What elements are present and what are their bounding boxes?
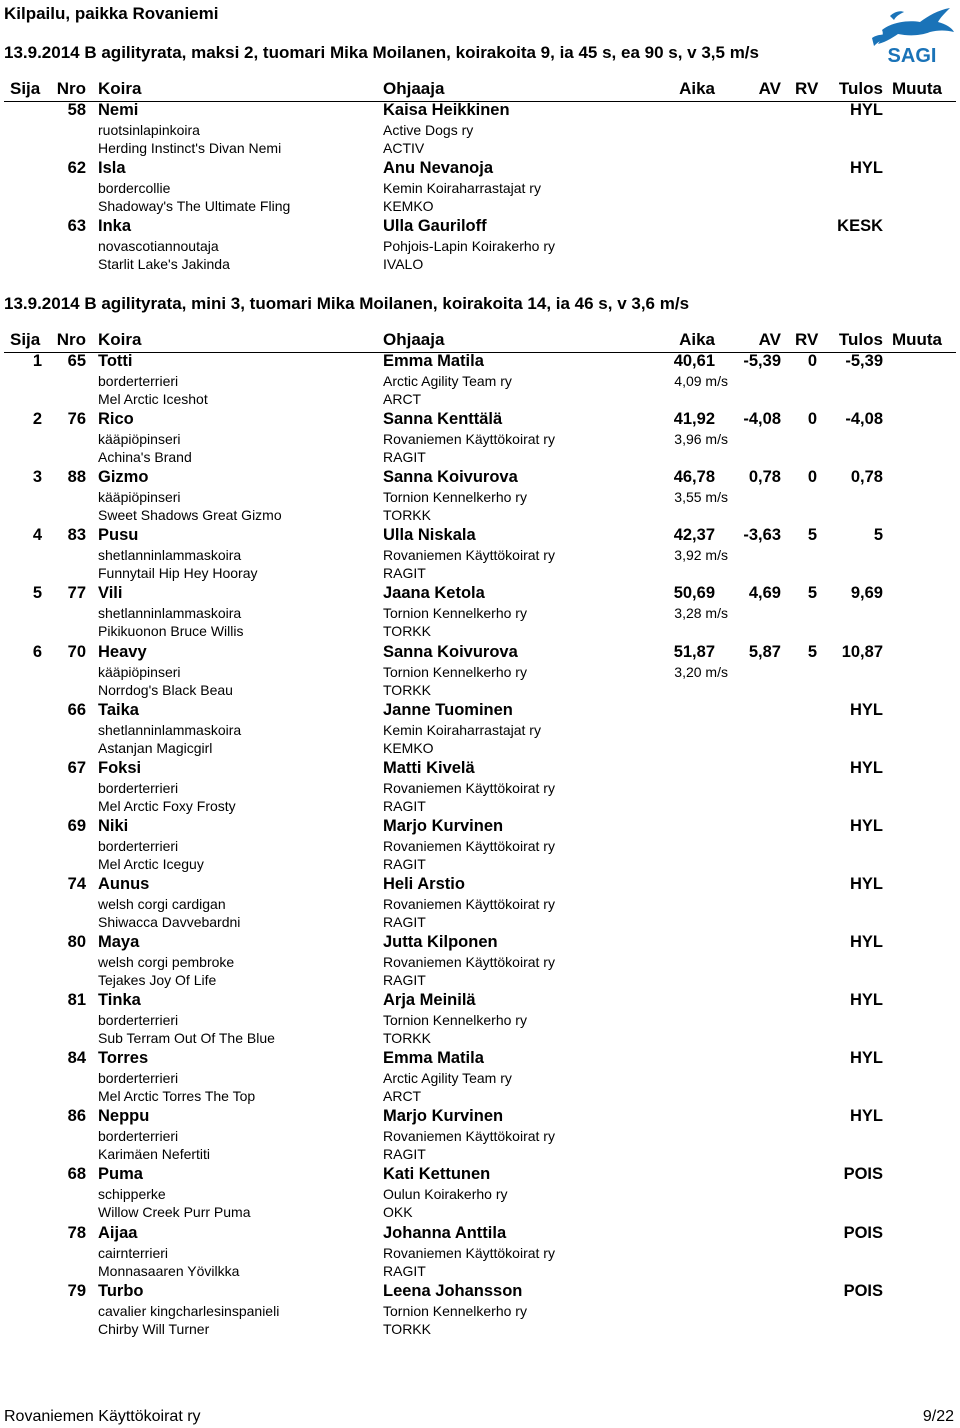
page-title: Kilpailu, paikka Rovaniemi [4,4,219,23]
dog-name: Niki [98,816,129,835]
dog-breed: welsh corgi pembroke [98,954,235,970]
dog-name: Nemi [98,101,139,119]
dog-name: Rico [98,410,134,429]
dog-name: Taika [98,700,139,719]
dog-registered-name: Funnytail Hip Hey Hooray [98,565,258,582]
dog-name: Tinka [98,991,141,1010]
entry-registration-line [0,198,960,217]
handler-name: Kati Kettunen [383,1165,491,1184]
dog-breed: borderterrieri [98,1070,179,1087]
result: KESK [837,217,883,236]
entry-detail-line [0,1186,960,1205]
course-faults: 0 [807,468,817,487]
entry-main-line [0,1107,960,1126]
entry-detail-line [0,1245,960,1264]
time-faults: 5,87 [748,642,781,661]
speed: 3,20 m/s [674,663,728,680]
entry-detail-line [0,431,960,450]
dog-registered-name: Mel Arctic Foxy Frosty [98,797,236,814]
entry-detail-line [0,1070,960,1089]
result: HYL [850,159,883,178]
club-abbreviation: TORKK [383,681,431,698]
dog-name: Heavy [98,642,147,661]
result: HYL [850,933,883,951]
dog-registered-name: Mel Arctic Torres The Top [98,1088,256,1105]
entry-detail-line [0,122,960,141]
start-number: 74 [67,874,86,893]
club-abbreviation: RAGIT [383,972,426,988]
entry-detail-line [0,489,960,508]
handler-name: Ulla Niskala [383,526,476,545]
dog-registered-name: Starlit Lake's Jakinda [98,256,230,273]
entry-main-line [0,875,960,894]
handler-name: Ulla Gauriloff [383,217,487,236]
handler-name: Sanna Koivurova [383,642,518,661]
club-name: Arctic Agility Team ry [383,373,512,389]
dog-name: Foksi [98,758,142,777]
club-name: Rovaniemen Käyttökoirat ry [383,837,555,854]
run-time: 42,37 [673,526,715,545]
result: HYL [850,816,883,835]
dog-breed: borderterrieri [98,779,179,796]
run-time: 51,87 [673,642,715,661]
start-number: 68 [67,1165,86,1184]
dog-registered-name: Pikikuonon Bruce Willis [98,623,244,640]
entry-registration-line [0,1204,960,1223]
column-header-sija: Sija [10,79,41,98]
club-abbreviation: RAGIT [383,913,426,930]
time-faults: -3,63 [743,526,781,545]
dog-registered-name: Astanjan Magicgirl [98,739,213,756]
sagi-logo [868,4,956,68]
entry-main-line [0,217,960,236]
result: HYL [850,758,883,777]
dog-name: Gizmo [98,468,149,487]
column-header-koira: Koira [98,330,142,349]
entry-main-line [0,1049,960,1068]
time-faults: 0,78 [748,468,781,487]
dog-breed: kääpiöpinseri [98,431,181,448]
entry-detail-line [0,838,960,857]
dog-name: Torres [98,1049,149,1068]
entry-main-line [0,1165,960,1184]
column-header-nro: Nro [56,330,86,349]
result-entry [0,217,960,275]
club-name: Rovaniemen Käyttökoirat ry [383,779,555,796]
handler-name: Matti Kivelä [383,758,475,777]
course-faults: 5 [807,526,817,545]
result: POIS [843,1165,883,1184]
club-abbreviation: TORKK [383,1030,431,1047]
club-name: Rovaniemen Käyttökoirat ry [383,1244,555,1261]
dog-name: Totti [98,352,133,370]
result: 10,87 [841,642,883,661]
result: POIS [843,1223,883,1242]
result-entry [0,875,960,933]
club-abbreviation: TORKK [383,1320,431,1337]
column-header-av: AV [758,330,781,349]
result: HYL [850,991,883,1010]
result-entry [0,1049,960,1107]
dog-breed: shetlanninlammaskoira [98,721,242,738]
dog-name: Aunus [98,874,150,893]
start-number: 84 [67,1049,86,1068]
entry-main-line [0,352,960,371]
start-number: 70 [67,642,86,661]
dog-breed: shetlanninlammaskoira [98,605,242,622]
start-number: 81 [67,991,86,1010]
entry-registration-line [0,856,960,875]
entry-main-line [0,101,960,120]
dog-name: Pusu [98,526,139,545]
result-entry [0,1282,960,1340]
entry-registration-line [0,256,960,275]
dog-name: Turbo [98,1281,144,1300]
result-entry [0,101,960,159]
handler-name: Anu Nevanoja [383,159,494,178]
club-name: Tornion Kennelkerho ry [383,1012,527,1029]
speed: 3,92 m/s [674,547,728,564]
dog-breed: cairnterrieri [98,1244,169,1261]
dog-registered-name: Norrdog's Black Beau [98,681,233,698]
entry-registration-line [0,1263,960,1282]
column-header-av: AV [758,79,781,98]
club-abbreviation: IVALO [383,256,424,273]
entry-main-line [0,817,960,836]
entry-registration-line [0,972,960,991]
handler-name: Marjo Kurvinen [383,816,504,835]
entry-registration-line [0,391,960,410]
entry-main-line [0,526,960,545]
club-abbreviation: RAGIT [383,565,426,582]
result-entry [0,526,960,584]
course-faults: 5 [807,584,817,603]
start-number: 77 [67,584,86,603]
column-header-row [0,79,960,99]
column-header-tulos: Tulos [838,79,883,98]
club-name: Rovaniemen Käyttökoirat ry [383,547,555,564]
start-number: 79 [67,1281,86,1300]
entry-detail-line [0,1012,960,1031]
start-number: 80 [67,933,86,951]
dog-registered-name: Willow Creek Purr Puma [98,1204,251,1221]
club-abbreviation: ARCT [383,1088,422,1105]
result-entry [0,701,960,759]
handler-name: Jaana Ketola [383,584,485,603]
column-header-rv: RV [795,79,819,98]
dog-breed: ruotsinlapinkoira [98,122,200,138]
dog-registered-name: Achina's Brand [98,449,192,466]
club-name: Arctic Agility Team ry [383,1070,512,1087]
result-entry [0,352,960,410]
running-dog-icon [868,4,956,68]
entry-registration-line [0,1146,960,1165]
dog-name: Inka [98,217,132,236]
entry-main-line [0,584,960,603]
dog-name: Puma [98,1165,143,1184]
dog-name: Vili [98,584,123,603]
start-number: 58 [67,101,86,119]
club-name: Oulun Koirakerho ry [383,1186,508,1203]
column-header-aika: Aika [679,79,715,98]
entry-main-line [0,643,960,662]
club-name: Tornion Kennelkerho ry [383,1302,527,1319]
club-name: Tornion Kennelkerho ry [383,663,527,680]
result: POIS [843,1281,883,1300]
result-entry [0,643,960,701]
result: HYL [850,700,883,719]
result: HYL [850,101,883,119]
dog-breed: borderterrieri [98,1128,179,1145]
placement: 1 [32,352,42,370]
handler-name: Heli Arstio [383,874,465,893]
handler-name: Sanna Koivurova [383,468,518,487]
handler-name: Jutta Kilponen [383,933,498,951]
entry-registration-line [0,1321,960,1340]
club-name: Pohjois-Lapin Koirakerho ry [383,238,555,255]
entry-registration-line [0,914,960,933]
club-abbreviation: RAGIT [383,1262,426,1279]
column-header-sija: Sija [10,330,41,349]
dog-registered-name: Mel Arctic Iceshot [98,391,208,407]
entry-registration-line [0,140,960,159]
dog-breed: borderterrieri [98,837,179,854]
dog-registered-name: Tejakes Joy Of Life [98,972,217,988]
run-time: 40,61 [673,352,715,370]
result-entry [0,817,960,875]
dog-registered-name: Karimäen Nefertiti [98,1146,211,1163]
time-faults: 4,69 [748,584,781,603]
start-number: 83 [67,526,86,545]
result: HYL [850,1049,883,1068]
entry-detail-line [0,238,960,257]
start-number: 76 [67,410,86,429]
club-abbreviation: RAGIT [383,797,426,814]
start-number: 78 [67,1223,86,1242]
dog-name: Maya [98,933,140,951]
club-abbreviation: ACTIV [383,140,425,156]
entry-registration-line [0,798,960,817]
column-header-ohjaaja: Ohjaaja [383,79,445,98]
club-abbreviation: OKK [383,1204,413,1221]
result-entry [0,991,960,1049]
dog-name: Aijaa [98,1223,138,1242]
entry-main-line [0,701,960,720]
dog-breed: kääpiöpinseri [98,489,181,506]
dog-breed: novascotiannoutaja [98,238,219,255]
result-entry [0,1165,960,1223]
handler-name: Leena Johansson [383,1281,523,1300]
result-entry [0,584,960,642]
entry-main-line [0,991,960,1010]
club-abbreviation: TORKK [383,507,431,524]
result: 5 [873,526,883,545]
footer-page-number: 9/22 [922,1408,954,1425]
entry-detail-line [0,664,960,683]
entry-detail-line [0,1303,960,1322]
result-entry [0,759,960,817]
start-number: 67 [67,758,86,777]
dog-registered-name: Mel Arctic Iceguy [98,855,204,872]
handler-name: Arja Meinilä [383,991,476,1010]
column-header-rv: RV [795,330,819,349]
result: 0,78 [850,468,883,487]
course-faults: 5 [807,642,817,661]
start-number: 65 [67,352,86,370]
entry-detail-line [0,373,960,392]
result-entry [0,410,960,468]
dog-registered-name: Sub Terram Out Of The Blue [98,1030,275,1047]
placement: 5 [32,584,42,603]
club-name: Tornion Kennelkerho ry [383,489,527,506]
entry-registration-line [0,623,960,642]
club-abbreviation: TORKK [383,623,431,640]
entry-registration-line [0,1088,960,1107]
club-name: Rovaniemen Käyttökoirat ry [383,954,555,970]
entry-registration-line [0,507,960,526]
club-name: Kemin Koiraharrastajat ry [383,180,541,197]
time-faults: -4,08 [743,410,781,429]
club-name: Active Dogs ry [383,122,474,138]
run-time: 41,92 [673,410,715,429]
dog-breed: schipperke [98,1186,166,1203]
footer-organizer: Rovaniemen Käyttökoirat ry [4,1408,201,1425]
dog-breed: cavalier kingcharlesinspanieli [98,1302,280,1319]
dog-breed: borderterrieri [98,373,179,389]
handler-name: Marjo Kurvinen [383,1107,504,1126]
result: -4,08 [845,410,883,429]
handler-name: Johanna Anttila [383,1223,507,1242]
handler-name: Emma Matila [383,352,484,370]
dog-registered-name: Shadoway's The Ultimate Fling [98,198,291,215]
start-number: 63 [67,217,86,236]
entry-detail-line [0,605,960,624]
entry-main-line [0,410,960,429]
speed: 4,09 m/s [674,373,728,389]
entry-detail-line [0,722,960,741]
dog-registered-name: Chirby Will Turner [98,1320,210,1337]
club-name: Rovaniemen Käyttökoirat ry [383,431,555,448]
event-title: 13.9.2014 B agilityrata, mini 3, tuomari Mika Moilanen, koirakoita 14, ia 46 s, v 3,6 m/s [4,294,690,313]
start-number: 66 [67,700,86,719]
speed: 3,28 m/s [674,605,728,622]
dog-breed: shetlanninlammaskoira [98,547,242,564]
entry-main-line [0,759,960,778]
dog-registered-name: Sweet Shadows Great Gizmo [98,507,282,524]
event-title: 13.9.2014 B agilityrata, maksi 2, tuomari Mika Moilanen, koirakoita 9, ia 45 s, ea 90 s, v 3,5 m/s [4,43,759,62]
start-number: 86 [67,1107,86,1126]
club-abbreviation: RAGIT [383,855,426,872]
entry-registration-line [0,682,960,701]
placement: 6 [32,642,42,661]
dog-breed: bordercollie [98,180,171,197]
course-faults: 0 [807,410,817,429]
result: HYL [850,1107,883,1126]
svg-text:SAGI: SAGI [887,45,937,67]
club-abbreviation: KEMKO [383,739,434,756]
run-time: 46,78 [673,468,715,487]
start-number: 62 [67,159,86,178]
dog-name: Neppu [98,1107,150,1126]
result: HYL [850,874,883,893]
result-entry [0,159,960,217]
entry-registration-line [0,565,960,584]
handler-name: Janne Tuominen [383,700,513,719]
dog-registered-name: Herding Instinct's Divan Nemi [98,140,282,156]
result-entry [0,468,960,526]
entry-detail-line [0,547,960,566]
handler-name: Emma Matila [383,1049,484,1068]
entry-registration-line [0,1030,960,1049]
entry-detail-line [0,1128,960,1147]
dog-registered-name: Shiwacca Davvebardni [98,913,241,930]
result: -5,39 [845,352,883,370]
dog-registered-name: Monnasaaren Yövilkka [98,1262,240,1279]
club-name: Rovaniemen Käyttökoirat ry [383,895,555,912]
dog-breed: borderterrieri [98,1012,179,1029]
column-header-tulos: Tulos [838,330,883,349]
column-header-nro: Nro [56,79,86,98]
result-entry [0,933,960,991]
placement: 3 [32,468,42,487]
run-time: 50,69 [673,584,715,603]
club-abbreviation: KEMKO [383,198,434,215]
result: 9,69 [850,584,883,603]
entry-registration-line [0,449,960,468]
entry-detail-line [0,896,960,915]
dog-breed: kääpiöpinseri [98,663,181,680]
entry-main-line [0,1282,960,1301]
entry-main-line [0,1224,960,1243]
entry-detail-line [0,780,960,799]
club-abbreviation: RAGIT [383,449,426,466]
entry-main-line [0,159,960,178]
column-header-row [0,330,960,350]
club-name: Rovaniemen Käyttökoirat ry [383,1128,555,1145]
entry-registration-line [0,740,960,759]
club-name: Tornion Kennelkerho ry [383,605,527,622]
start-number: 88 [67,468,86,487]
entry-detail-line [0,180,960,199]
column-header-muuta: Muuta [891,79,942,98]
result-entry [0,1224,960,1282]
dog-breed: welsh corgi cardigan [98,895,226,912]
column-header-ohjaaja: Ohjaaja [383,330,445,349]
club-abbreviation: ARCT [383,391,422,407]
time-faults: -5,39 [743,352,781,370]
entry-main-line [0,933,960,952]
course-faults: 0 [807,352,817,370]
speed: 3,96 m/s [674,431,728,448]
speed: 3,55 m/s [674,489,728,506]
handler-name: Sanna Kenttälä [383,410,503,429]
column-header-muuta: Muuta [891,330,942,349]
entry-main-line [0,468,960,487]
column-header-koira: Koira [98,79,142,98]
result-entry [0,1107,960,1165]
club-name: Kemin Koiraharrastajat ry [383,721,541,738]
dog-name: Isla [98,159,126,178]
entry-detail-line [0,954,960,973]
handler-name: Kaisa Heikkinen [383,101,510,119]
club-abbreviation: RAGIT [383,1146,426,1163]
placement: 2 [32,410,42,429]
start-number: 69 [67,816,86,835]
placement: 4 [32,526,42,545]
column-header-aika: Aika [679,330,715,349]
